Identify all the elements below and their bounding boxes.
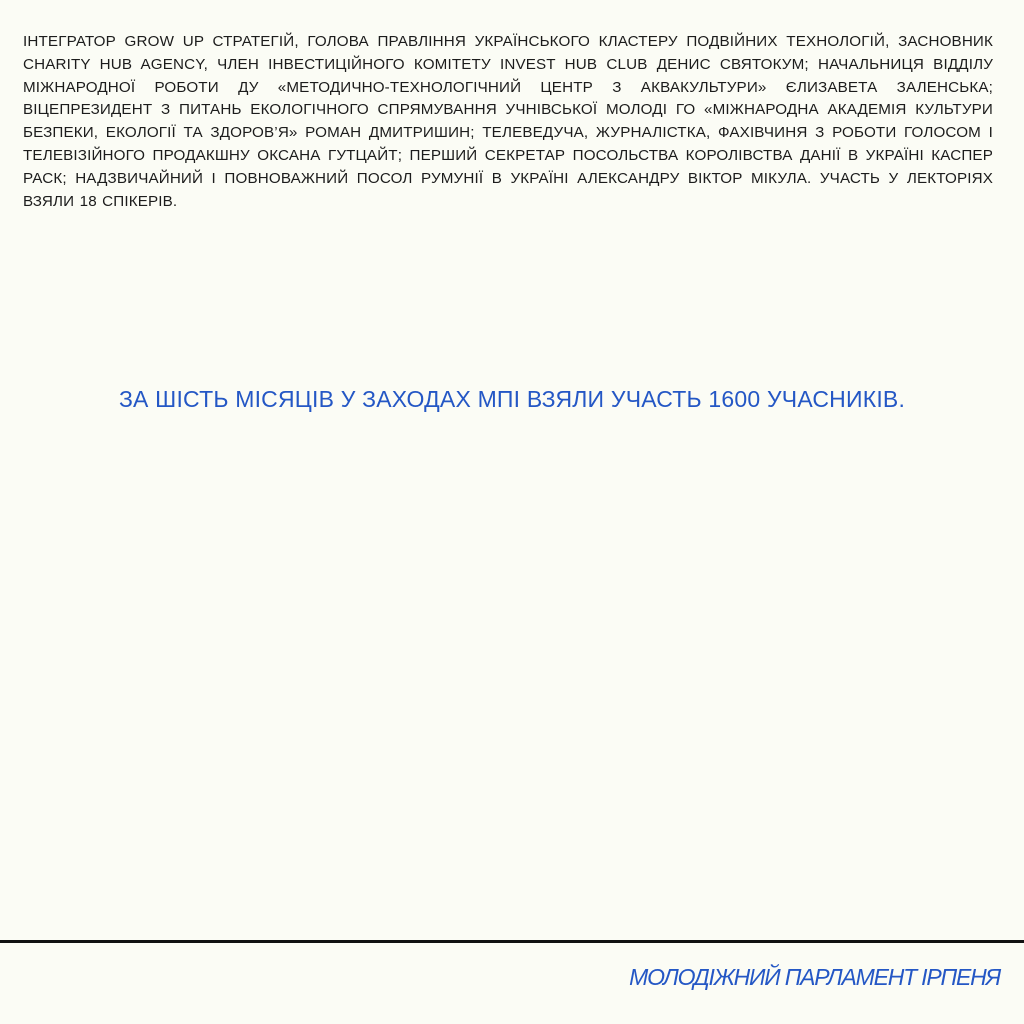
footer-brand-name: МОЛОДІЖНИЙ ПАРЛАМЕНТ ІРПЕНЯ: [629, 964, 1000, 990]
footer-divider: [0, 940, 1024, 943]
highlight-statistic: ЗА ШІСТЬ МІСЯЦІВ У ЗАХОДАХ МПІ ВЗЯЛИ УЧАСТЬ 1600 УЧАСНИКІВ.: [118, 386, 906, 412]
article-body-text: ІНТЕГРАТОР GROW UP СТРАТЕГІЙ, ГОЛОВА ПРАВЛІННЯ УКРАЇНСЬКОГО КЛАСТЕРУ ПОДВІЙНИХ ТЕХНОЛОГІЙ, ЗАСНОВНИК CHARITY HUB AGENCY, ЧЛЕН ІНВЕСТИЦІЙНОГО КОМІТЕТУ INVEST HUB CLUB ДЕНИС СВЯТОКУМ; НАЧАЛЬНИЦЯ ВІДДІЛУ МІЖНАРОДНОЇ РОБОТИ ДУ «МЕТОДИЧНО-ТЕХНОЛОГІЧНИЙ ЦЕНТР З АКВАКУЛЬТУРИ» ЄЛИЗАВЕТА ЗАЛЕНСЬКА; ВІЦЕПРЕЗИДЕНТ З ПИТАНЬ ЕКОЛОГІЧНОГО СПРЯМУВАННЯ УЧНІВСЬКОЇ МОЛОДІ ГО «МІЖНАРОДНА АКАДЕМІЯ КУЛЬТУРИ БЕЗПЕКИ, ЕКОЛОГІЇ ТА ЗДОРОВ’Я» РОМАН ДМИТРИШИН; ТЕЛЕВЕДУЧА, ЖУРНАЛІСТКА, ФАХІВЧИНЯ З РОБОТИ ГОЛОСОМ І ТЕЛЕВІЗІЙНОГО ПРОДАКШНУ ОКСАНА ГУТЦАЙТ; ПЕРШИЙ СЕКРЕТАР ПОСОЛЬСТВА КОРОЛІВСТВА ДАНІЇ В УКРАЇНІ КАСПЕР РАСК; НАДЗВИЧАЙНИЙ І ПОВНОВАЖНИЙ ПОСОЛ РУМУНІЇ В УКРАЇНІ АЛЕКСАНДРУ ВІКТОР МІКУЛА. УЧАСТЬ У ЛЕКТОРІЯХ ВЗЯЛИ 18 СПІКЕРІВ.: [23, 33, 993, 210]
